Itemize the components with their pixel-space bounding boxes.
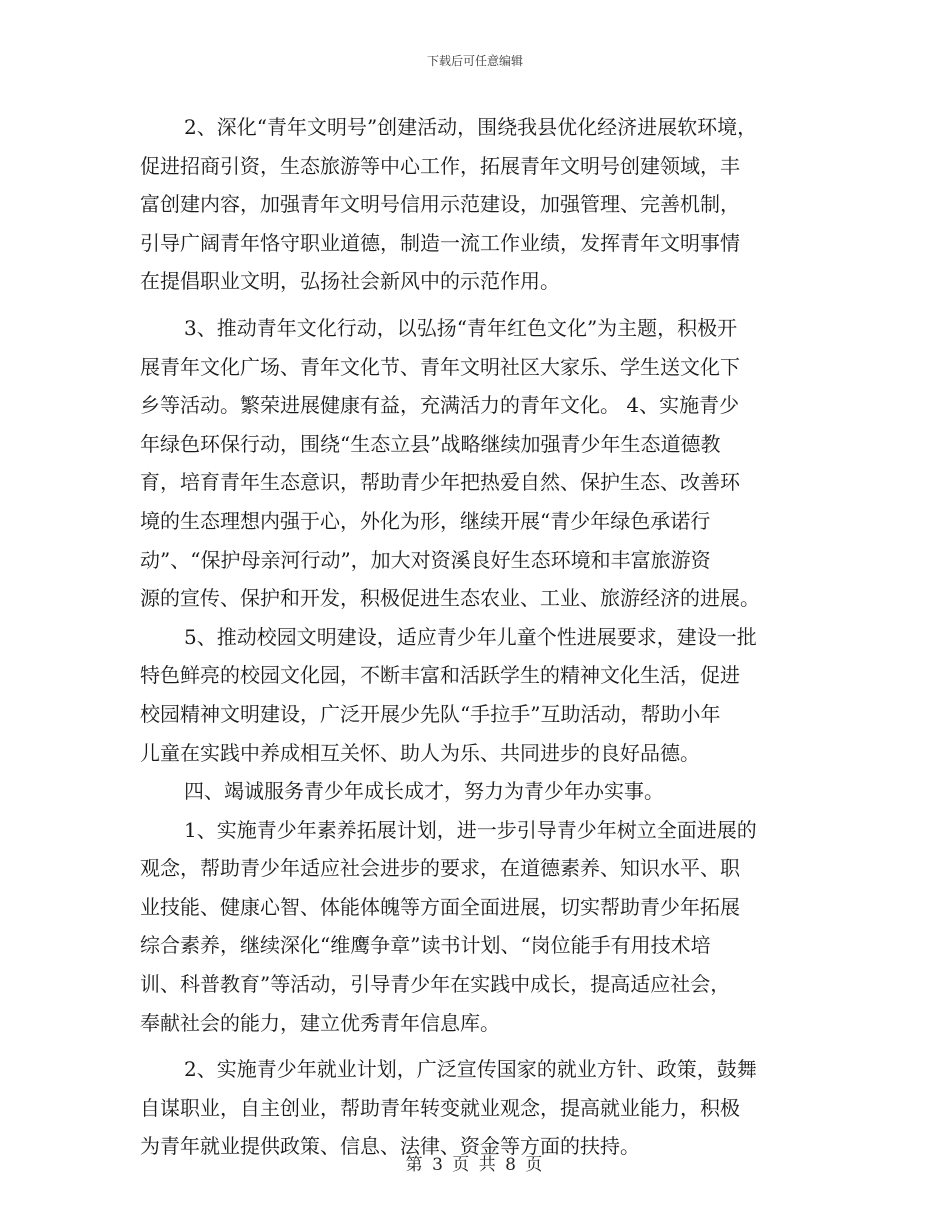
- text-line: 综合素养，继续深化“维鹰争章”读书计划、“岗位能手有用技术培: [140, 933, 711, 958]
- text-line: 境的生态理想内强于心，外化为形，继续开展“青少年绿色承诺行: [140, 508, 711, 533]
- text-line: 促进招商引资，生态旅游等中心工作，拓展青年文明号创建领域，丰: [140, 153, 740, 178]
- text-line: 特色鲜亮的校园文化园，不断丰富和活跃学生的精神文化生活，促进: [140, 663, 740, 688]
- text-line: 展青年文化广场、青年文化节、青年文明社区大家乐、学生送文化下: [140, 354, 740, 379]
- text-line: 引导广阔青年恪守职业道德，制造一流工作业绩，发挥青年文明事情: [140, 230, 740, 255]
- text-line: 儿童在实践中养成相互关怀、助人为乐、共同进步的良好品德。: [140, 740, 700, 765]
- text-line: 动”、“保护母亲河行动”，加大对资溪良好生态环境和丰富旅游资: [140, 547, 711, 572]
- text-line: 2、深化“青年文明号”创建活动，围绕我县优化经济进展软环境，: [184, 115, 758, 139]
- text-line: 校园精神文明建设，广泛开展少先队“手拉手”互助活动，帮助小年: [140, 701, 721, 726]
- text-line: 观念，帮助青少年适应社会进步的要求，在道德素养、知识水平、职: [140, 856, 740, 881]
- text-line: 1、实施青少年素养拓展计划，进一步引导青少年树立全面进展的: [184, 817, 757, 842]
- text-line: 富创建内容，加强青年文明号信用示范建设，加强管理、完善机制，: [140, 192, 740, 217]
- text-line: 乡等活动。繁荣进展健康有益，充满活力的青年文化。 4、实施青少: [140, 393, 740, 418]
- text-line: 源的宣传、保护和开发，积极促进生态农业、工业、旅游经济的进展。: [140, 586, 760, 611]
- text-line: 四、竭诚服务青少年成长成才，努力为青少年办实事。: [184, 779, 664, 804]
- text-line: 年绿色环保行动，围绕“生态立县”战略继续加强青少年生态道德教: [140, 431, 721, 456]
- text-line: 5、推动校园文明建设，适应青少年儿童个性进展要求，建设一批: [184, 624, 757, 649]
- text-line: 育，培育青年生态意识，帮助青少年把热爱自然、保护生态、改善环: [140, 470, 740, 495]
- header-note: 下载后可任意编辑: [426, 54, 523, 68]
- text-line: 训、科普教育”等活动，引导青少年在实践中成长，提高适应社会，: [140, 972, 731, 997]
- text-line: 业技能、健康心智、体能体魄等方面全面进展，切实帮助青少年拓展: [140, 894, 740, 919]
- document-body: [140, 108, 820, 1166]
- text-line: 2、实施青少年就业计划，广泛宣传国家的就业方针、政策，鼓舞: [184, 1057, 757, 1082]
- text-line: 自谋职业，自主创业，帮助青年转变就业观念，提高就业能力，积极: [140, 1095, 740, 1120]
- text-line: 3、推动青年文化行动，以弘扬“青年红色文化”为主题，积极开: [184, 315, 738, 340]
- text-line: 在提倡职业文明，弘扬社会新风中的示范作用。: [140, 269, 560, 294]
- page-number: 第 3 页 共 8 页: [405, 1155, 545, 1175]
- text-line: 为青年就业提供政策、信息、法律、资金等方面的扶持。: [140, 1134, 640, 1159]
- text-line: 奉献社会的能力，建立优秀青年信息库。: [140, 1010, 500, 1035]
